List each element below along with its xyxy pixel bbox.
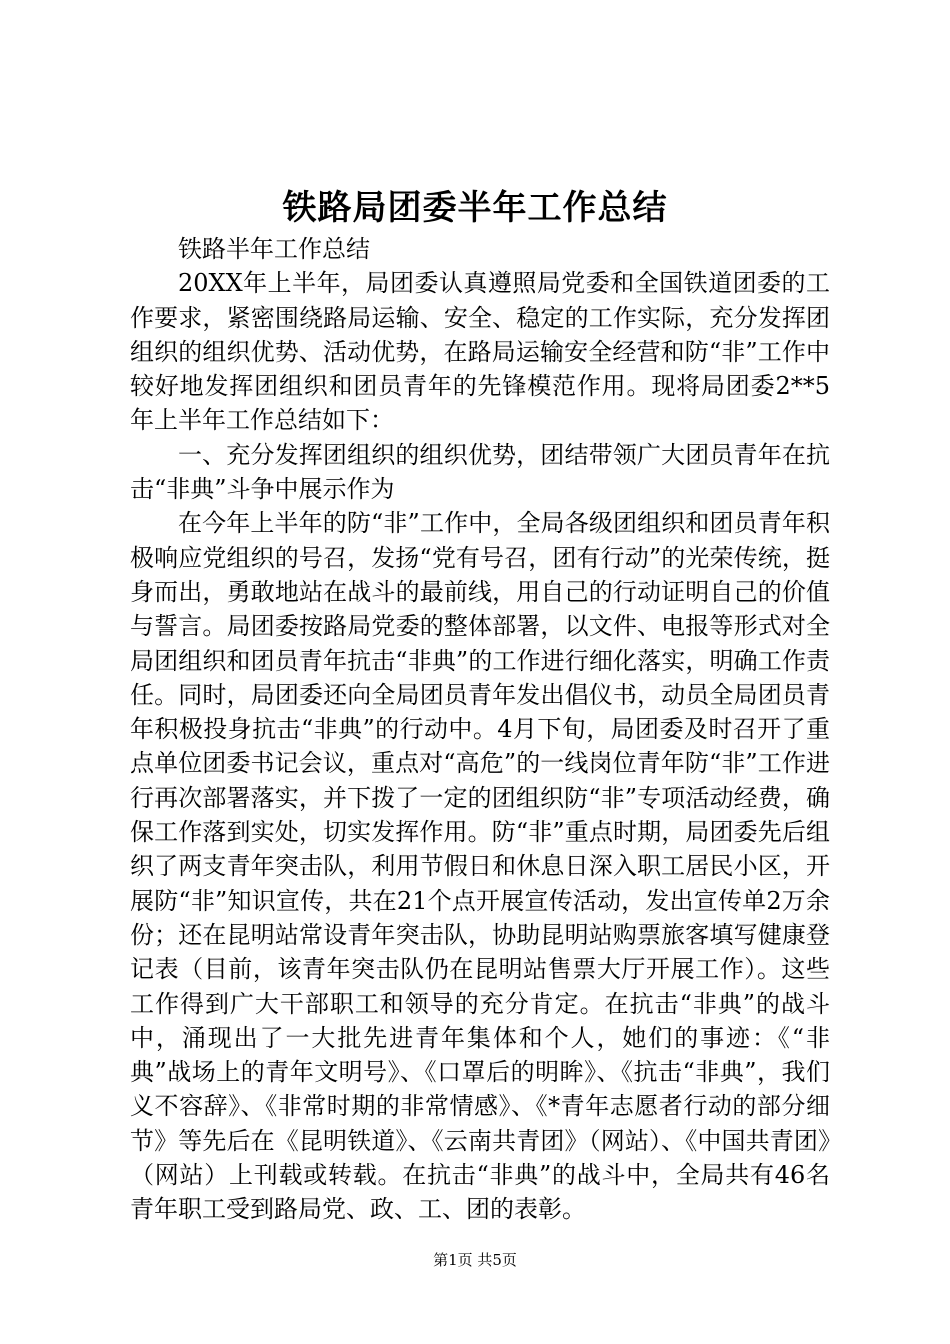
section-heading: 一、充分发挥团组织的组织优势，团结带领广大团员青年在抗击“非典”斗争中展示作为 bbox=[130, 440, 830, 504]
document-title: 铁路局团委半年工作总结 bbox=[282, 188, 668, 228]
subtitle-paragraph: 铁路半年工作总结 bbox=[178, 235, 370, 263]
page-footer: 第1页 共5页 bbox=[433, 1251, 517, 1269]
document-body bbox=[130, 232, 830, 1227]
body-paragraph: 在今年上半年的防“非”工作中，全局各级团组织和团员青年积极响应党组织的号召，发扬“党有号召，团有行动”的光荣传统，挺身而出，勇敢地站在战斗的最前线，用自己的行动证明自己的价值与誓言。局团委按路局党委的整体部署，以文件、电报等形式对全局团组织和团员青年抗击“非典”的工作进行细化落实，明确工作责任。同时，局团委还向全局团员青年发出倡仪书，动员全局团员青年积极投身抗击“非典”的行动中。4月下旬，局团委及时召开了重点单位团委书记会议，重点对“高危”的一线岗位青年防“非”工作进行再次部署落实，并下拨了一定的团组织防“非”专项活动经费，确保工作落到实处，切实发挥作用。防“非”重点时期，局团委先后组织了两支青年突击队，利用节假日和休息日深入职工居民小区，开展防“非”知识宣传，共在21个点开展宣传活动，发出宣传单2万余份；还在昆明站常设青年突击队，协助昆明站购票旅客填写健康登记表（目前，该青年突击队仍在昆明站售票大厅开展工作）。这些工作得到广大干部职工和领导的充分肯定。在抗击“非典”的战斗中，涌现出了一大批先进青年集体和个人，她们的事迹：《“非典”战场上的青年文明号》、《口罩后的明眸》、《抗击“非典”，我们义不容辞》、《非常时期的非常情感》、《*青年志愿者行动的部分细节》等先后在《昆明铁道》、《云南共青团》（网站）、《中国共青团》（网站）上刊载或转载。在抗击“非典”的战斗中，全局共有46名青年职工受到路局党、政、工、团的表彰。 bbox=[130, 509, 830, 1224]
intro-paragraph: 20XX年上半年，局团委认真遵照局党委和全国铁道团委的工作要求，紧密围绕路局运输、安全、稳定的工作实际，充分发挥团组织的组织优势、活动优势，在路局运输安全经营和防“非”工作中较好地发挥团组织和团员青年的先锋模范作用。现将局团委2**5年上半年工作总结如下： bbox=[130, 269, 830, 435]
